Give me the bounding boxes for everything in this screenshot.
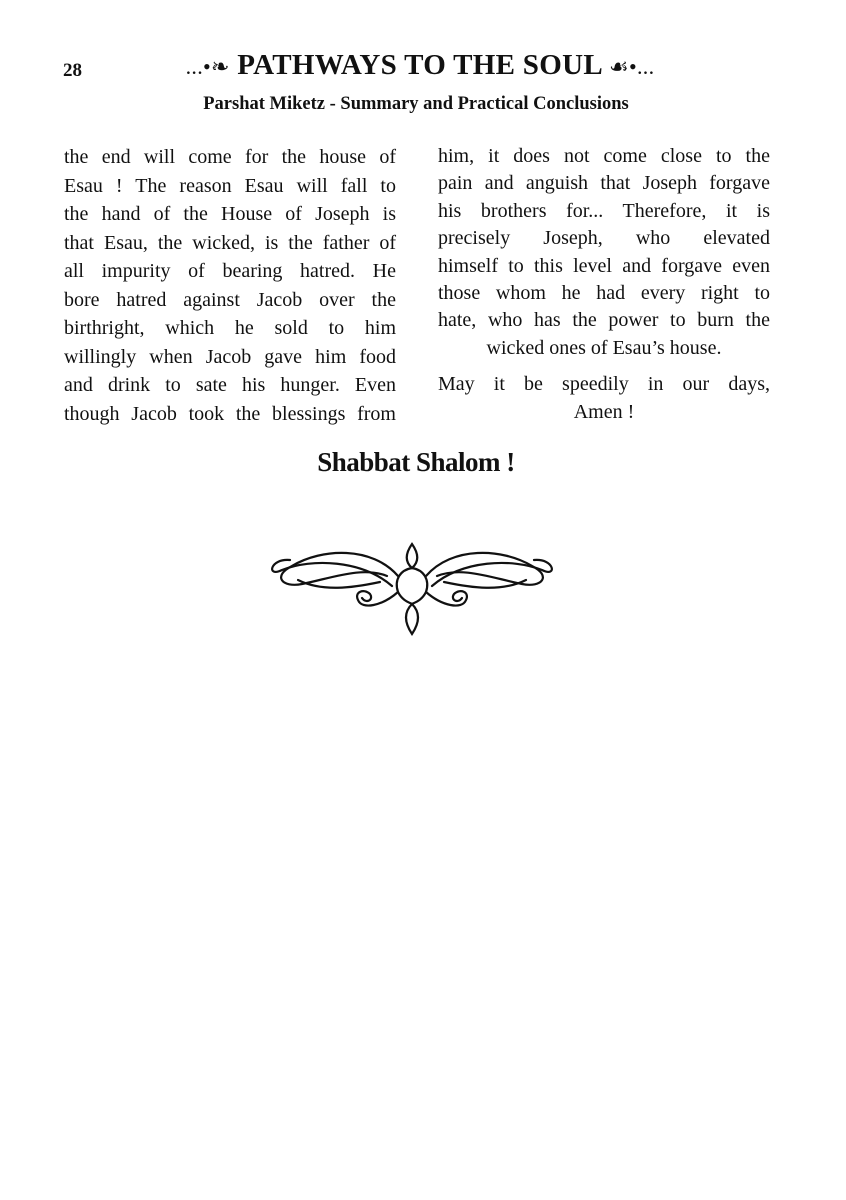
blessing-line: May it be speedily in our days,: [438, 373, 770, 396]
text-line: Esau ! The reason Esau will fall to: [64, 174, 396, 197]
flourish-left-icon: ...•❧: [185, 54, 230, 79]
closing-greeting: Shabbat Shalom !: [317, 447, 515, 477]
text-line: the hand of the House of Joseph is: [64, 203, 396, 225]
text-line: bore hatred against Jacob over the: [64, 288, 396, 311]
text-line: birthright, which he sold to him: [64, 317, 396, 339]
running-header: [120, 49, 720, 82]
text-line: pain and anguish that Joseph forgave: [438, 172, 770, 195]
text-line: his brothers for... Therefore, it is: [438, 199, 770, 222]
flourish-right-icon: ☙•...: [608, 54, 655, 79]
book-title: PATHWAYS TO THE SOUL: [237, 49, 602, 81]
text-line: those whom he had every right to: [438, 281, 770, 304]
chapter-subtitle: Parshat Miketz - Summary and Practical Conclusions: [203, 94, 629, 114]
text-line: precisely Joseph, who elevated: [438, 227, 770, 250]
text-line: him, it does not come close to the: [438, 145, 770, 167]
page-number: 28: [63, 60, 82, 81]
left-column: [64, 143, 396, 428]
text-line: all impurity of bearing hatred. He: [64, 260, 396, 282]
blessing-amen: Amen !: [573, 400, 635, 423]
text-line: hate, who has the power to burn the: [438, 309, 770, 332]
text-line: himself to this level and forgave even: [438, 254, 770, 277]
text-line: and drink to sate his hunger. Even: [64, 374, 396, 396]
text-line: wicked ones of Esau’s house.: [486, 336, 722, 359]
text-line: willingly when Jacob gave him food: [64, 345, 396, 368]
text-line: that Esau, the wicked, is the father of: [64, 231, 396, 254]
text-line: though Jacob took the blessings from: [64, 402, 396, 425]
flourish-ornament-icon: [262, 536, 562, 636]
text-line: the end will come for the house of: [64, 146, 396, 168]
right-column: [438, 143, 770, 426]
